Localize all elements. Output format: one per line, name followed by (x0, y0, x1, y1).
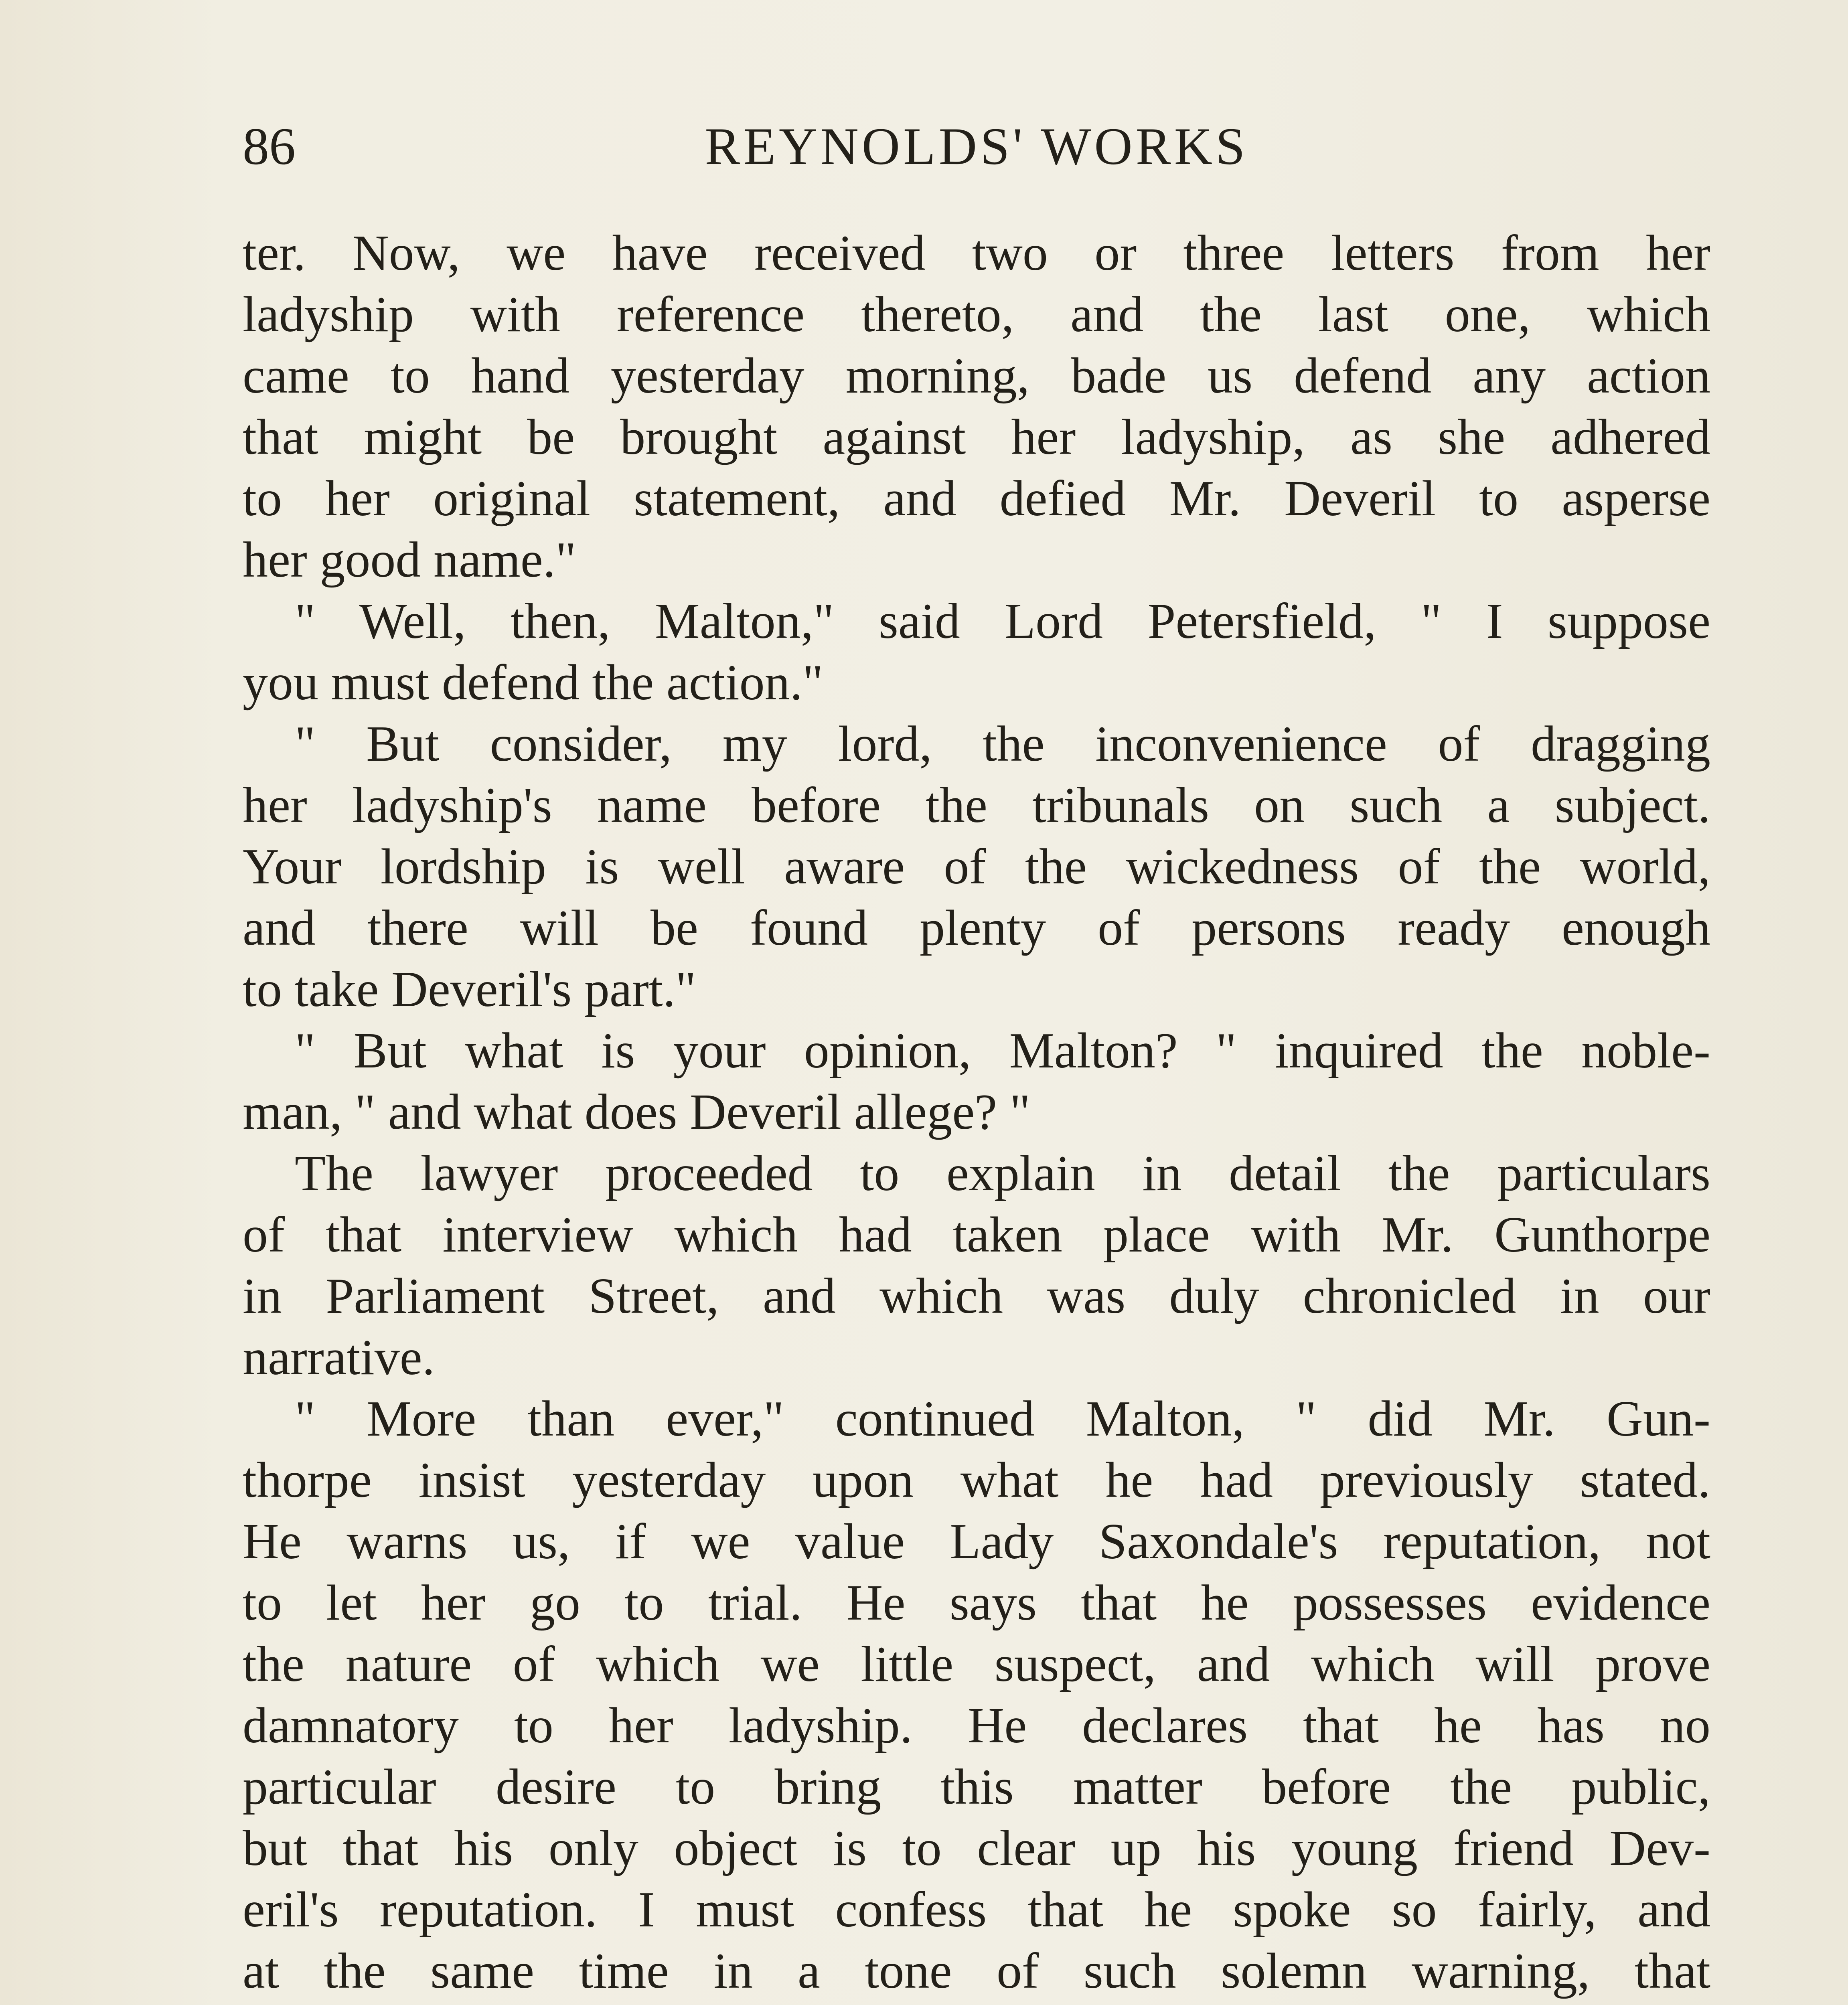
text-line: in Parliament Street, and which was duly chronicled in our (243, 1268, 1710, 1324)
text-line: The lawyer proceeded to explain in detail the particulars (295, 1146, 1710, 1201)
book-title: REYNOLDS' WORKS (705, 117, 1248, 176)
text-line: her good name." (243, 532, 576, 588)
text-line: that might be brought against her ladyship, as she adhered (243, 409, 1710, 465)
body-text (243, 223, 1710, 2005)
text-line: at the same time in a tone of such solemn warning, that (243, 1943, 1710, 1999)
text-line: eril's reputation. I must confess that he spoke so fairly, and (243, 1882, 1710, 1938)
text-line: to take Deveril's part." (243, 962, 696, 1017)
text-line: her ladyship's name before the tribunals on such a subject. (243, 778, 1710, 833)
text-line: " But what is your opinion, Malton? " inquired the noble- (295, 1023, 1710, 1079)
text-line: thorpe insist yesterday upon what he had previously stated. (243, 1452, 1710, 1508)
text-line: Your lordship is well aware of the wickedness of the world, (243, 839, 1710, 895)
running-head (243, 106, 1710, 186)
text-line: " Well, then, Malton," said Lord Petersfield, " I suppose (295, 593, 1710, 649)
text-line: man, " and what does Deveril allege? " (243, 1084, 1031, 1140)
text-line: and there will be found plenty of persons ready enough (243, 900, 1710, 956)
text-line: " But consider, my lord, the inconvenience of dragging (295, 716, 1710, 772)
text-line: narrative. (243, 1330, 435, 1385)
text-line: ter. Now, we have received two or three letters from her (243, 225, 1710, 281)
text-line: came to hand yesterday morning, bade us defend any action (243, 348, 1710, 404)
text-line: " More than ever," continued Malton, " did Mr. Gun- (295, 1391, 1710, 1447)
text-line: particular desire to bring this matter before the public, (243, 1759, 1710, 1815)
text-line: the nature of which we little suspect, and which will prove (243, 1636, 1710, 1692)
text-line: of that interview which had taken place with Mr. Gunthorpe (243, 1207, 1710, 1263)
text-line: you must defend the action." (243, 655, 823, 711)
text-line: He warns us, if we value Lady Saxondale's reputation, not (243, 1514, 1710, 1570)
text-line: but that his only object is to clear up his young friend Dev- (243, 1821, 1710, 1876)
text-line: ladyship with reference thereto, and the last one, which (243, 287, 1710, 342)
text-line: to her original statement, and defied Mr. Deveril to asperse (243, 471, 1710, 527)
page-number: 86 (243, 117, 296, 176)
text-line (243, 2002, 1710, 2005)
text-line: damnatory to her ladyship. He declares that he has no (243, 1698, 1710, 1754)
text-line: to let her go to trial. He says that he possesses evidence (243, 1575, 1710, 1631)
